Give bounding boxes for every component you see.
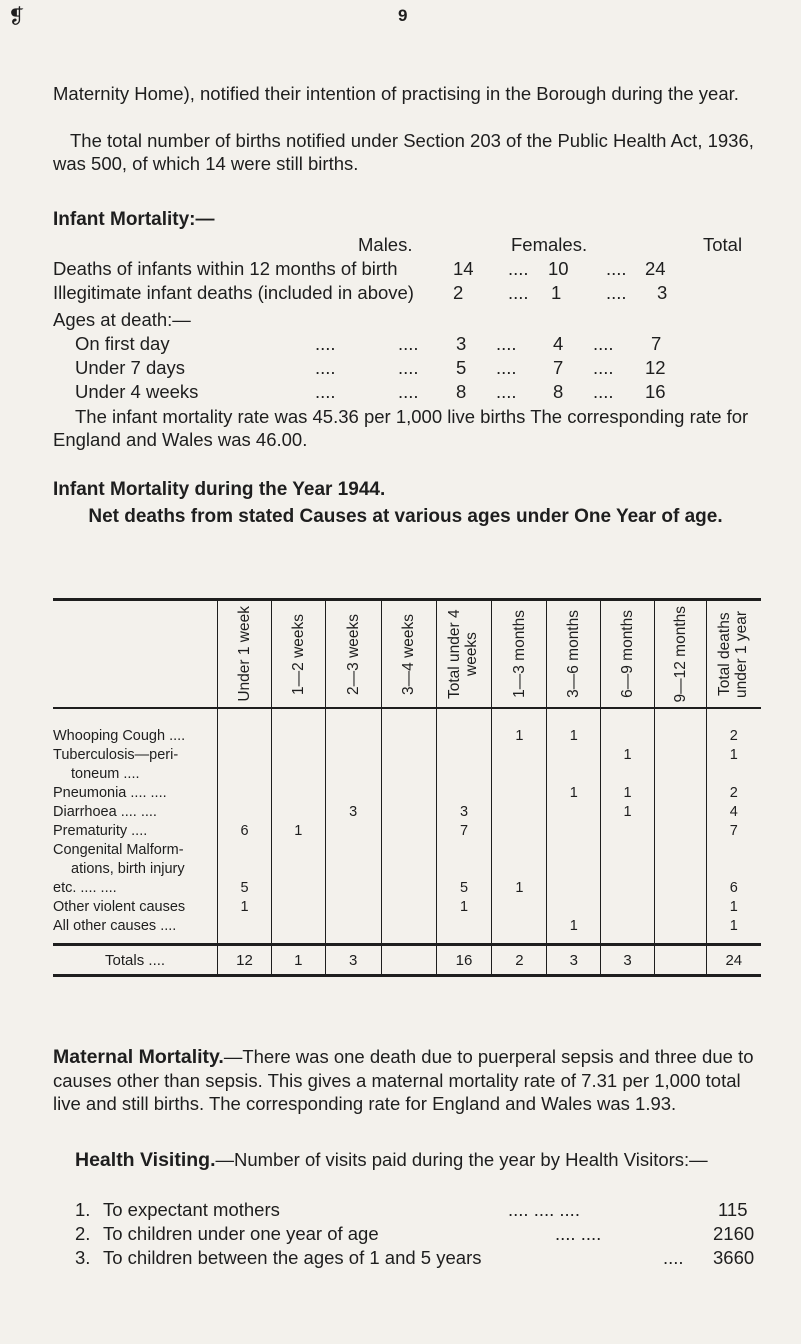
- row-label: On first day: [75, 333, 170, 354]
- table-cell: [218, 785, 272, 804]
- table-cell: [654, 804, 706, 823]
- table-row: [53, 899, 761, 918]
- table-cell: 1: [547, 728, 601, 747]
- table-cell: [654, 899, 706, 918]
- table-row: [53, 842, 761, 861]
- mortality-row-illegitimate: [53, 282, 761, 305]
- table-cell: 3: [547, 945, 601, 976]
- table-cell: 6: [706, 880, 761, 899]
- table-cell: 7: [706, 823, 761, 842]
- cause-label: Other violent causes: [53, 899, 186, 915]
- table-cell: [325, 861, 381, 880]
- table-cell: [436, 842, 492, 861]
- table-cell: [271, 880, 325, 899]
- row-males: 8: [456, 381, 467, 402]
- table-cell: [492, 708, 547, 728]
- table-cell: [325, 823, 381, 842]
- col-3-6-months: 3—6 months: [547, 600, 601, 709]
- row-label: Illegitimate infant deaths (included in above): [53, 282, 414, 303]
- table-row: [53, 880, 761, 899]
- table-cell: [436, 918, 492, 945]
- dots: ....: [606, 282, 627, 303]
- dots: ....: [606, 258, 627, 279]
- table-cell: 3: [325, 945, 381, 976]
- table-cell: 1: [706, 899, 761, 918]
- table-cell: 7: [436, 823, 492, 842]
- maternal-mortality-lead: Maternal Mortality.: [53, 1046, 224, 1068]
- table-cell: [654, 785, 706, 804]
- table-cell: [492, 747, 547, 766]
- table-cell: [547, 766, 601, 785]
- table-cell: [218, 747, 272, 766]
- table-cell: [381, 785, 436, 804]
- table-cell: 1: [601, 747, 655, 766]
- table-cell: 1: [547, 785, 601, 804]
- table-cell: [271, 747, 325, 766]
- table-cell: [706, 861, 761, 880]
- table-cell: [492, 918, 547, 945]
- table-cell: [436, 708, 492, 728]
- row-females: 10: [548, 258, 569, 279]
- visit-label: To children under one year of age: [103, 1223, 379, 1244]
- dots: ....: [663, 1247, 684, 1268]
- cause-label: All other causes ....: [53, 918, 177, 934]
- visit-number: 1.: [75, 1199, 91, 1220]
- table-cell: [601, 823, 655, 842]
- health-visiting-paragraph: [53, 1148, 758, 1172]
- intro-paragraph-2: The total number of births notified under Section 203 of the Public Health Act, 1936, was 500, of which 14 were still births.: [53, 130, 754, 174]
- visit-value: 3660: [713, 1247, 755, 1268]
- row-males: 14: [453, 258, 474, 279]
- table-cell: [436, 747, 492, 766]
- table-cell: [381, 880, 436, 899]
- dots: ....: [496, 333, 517, 354]
- cause-label: Diarrhoea .... ....: [53, 804, 157, 820]
- row-females: 7: [553, 357, 564, 378]
- row-total: 7: [651, 333, 662, 354]
- table-cell: [325, 918, 381, 945]
- maternal-mortality-paragraph: [53, 1045, 758, 1115]
- table-cell: [381, 804, 436, 823]
- row-females: 8: [553, 381, 564, 402]
- table-cell: 1: [492, 880, 547, 899]
- table-cell: [547, 823, 601, 842]
- table-cell: [547, 842, 601, 861]
- col-1-2-weeks: 1—2 weeks: [271, 600, 325, 709]
- visit-value: 2160: [713, 1223, 755, 1244]
- table-cell: [218, 842, 272, 861]
- cause-label: etc. .... ....: [53, 880, 117, 896]
- table-cell: [492, 823, 547, 842]
- table-cell: [325, 785, 381, 804]
- table-cell: [436, 766, 492, 785]
- table-cell: 24: [706, 945, 761, 976]
- col-6-9-months: 6—9 months: [601, 600, 655, 709]
- table-cell: [706, 708, 761, 728]
- table-cell: [492, 899, 547, 918]
- visit-number: 2.: [75, 1223, 91, 1244]
- visit-label: To children between the ages of 1 and 5 years: [103, 1247, 482, 1268]
- table-cell: [547, 804, 601, 823]
- table-cell: [325, 880, 381, 899]
- cause-label: toneum ....: [71, 766, 140, 782]
- row-total: 3: [657, 282, 668, 303]
- mortality-row-deaths: [53, 258, 761, 281]
- table-cell: 2: [492, 945, 547, 976]
- table-cell: [381, 823, 436, 842]
- table-cell: [218, 708, 272, 728]
- table-cell: [271, 766, 325, 785]
- col-3-4-weeks: 3—4 weeks: [381, 600, 436, 709]
- table-cell: [381, 728, 436, 747]
- cause-label: Congenital Malform-: [53, 842, 184, 858]
- row-label: Deaths of infants within 12 months of birth: [53, 258, 398, 279]
- table-cell: [706, 842, 761, 861]
- table-cell: [381, 861, 436, 880]
- ages-at-death-label: [53, 309, 761, 332]
- table-cell: 1: [706, 747, 761, 766]
- table-cell: [654, 766, 706, 785]
- cause-label: Prematurity ....: [53, 823, 148, 839]
- col-header-males: Males.: [358, 234, 413, 255]
- table-cell: [547, 880, 601, 899]
- table-cell: [381, 918, 436, 945]
- table-cell: 16: [436, 945, 492, 976]
- table-cell: 1: [218, 899, 272, 918]
- col-9-12-months: 9—12 months: [654, 600, 706, 709]
- row-total: 12: [645, 357, 666, 378]
- col-total-under-1-year: Total deaths under 1 year: [706, 600, 761, 709]
- table-cell: [601, 842, 655, 861]
- cause-label: Tuberculosis—peri-: [53, 747, 179, 763]
- dots: .... ....: [555, 1223, 602, 1244]
- dots: ....: [315, 381, 336, 402]
- table-cell: [436, 785, 492, 804]
- page-number: 9: [398, 6, 408, 25]
- table-cell: [218, 804, 272, 823]
- table-cell: [547, 747, 601, 766]
- row-label: Under 4 weeks: [75, 381, 199, 402]
- dots: ....: [593, 381, 614, 402]
- col-2-3-weeks: 2—3 weeks: [325, 600, 381, 709]
- mortality-column-headers: [53, 234, 761, 257]
- table-cell: 1: [492, 728, 547, 747]
- table-cell: [492, 804, 547, 823]
- table-cell: [492, 766, 547, 785]
- margin-mark: ❡: [8, 6, 25, 28]
- table-cell: [381, 766, 436, 785]
- table-cell: [325, 842, 381, 861]
- table-cell: 12: [218, 945, 272, 976]
- table-cell: [218, 766, 272, 785]
- table-cell: [654, 823, 706, 842]
- dots: ....: [508, 282, 529, 303]
- health-visiting-lead: Health Visiting.: [75, 1149, 216, 1171]
- cause-header: [53, 600, 218, 709]
- table-cell: [381, 899, 436, 918]
- table-cell: [325, 728, 381, 747]
- table-cell: [325, 708, 381, 728]
- table-row: [53, 861, 761, 880]
- col-header-total: Total: [703, 234, 743, 255]
- table-cell: [325, 766, 381, 785]
- table-cell: 5: [436, 880, 492, 899]
- table-cell: 1: [271, 945, 325, 976]
- dots: ....: [315, 357, 336, 378]
- list-item: [53, 1223, 761, 1247]
- table-cell: [271, 785, 325, 804]
- table-cell: [706, 766, 761, 785]
- table-row: [53, 785, 761, 804]
- row-females: 4: [553, 333, 564, 354]
- table-cell: [601, 899, 655, 918]
- dots: .... .... ....: [508, 1199, 580, 1220]
- health-visiting-text: —Number of visits paid during the year by Health Visitors:—: [215, 1149, 708, 1170]
- table-cell: [654, 880, 706, 899]
- table-cell: 4: [706, 804, 761, 823]
- age-row-under-4-weeks: [53, 381, 761, 404]
- table-cell: [381, 708, 436, 728]
- table-cell: [601, 728, 655, 747]
- dots: ....: [496, 357, 517, 378]
- table-cell: [271, 861, 325, 880]
- table-cell: [601, 708, 655, 728]
- table-cell: 6: [218, 823, 272, 842]
- table-cell: [381, 945, 436, 976]
- table-cell: 1: [547, 918, 601, 945]
- table-cell: [654, 918, 706, 945]
- dots: ....: [398, 357, 419, 378]
- ages-label: Ages at death:—: [53, 309, 191, 330]
- row-males: 2: [453, 282, 464, 303]
- intro-paragraph-1: Maternity Home), notified their intention of practising in the Borough during the year.: [53, 83, 739, 104]
- row-total: 24: [645, 258, 666, 279]
- table-cell: [547, 899, 601, 918]
- row-total: 16: [645, 381, 666, 402]
- table-row: [53, 918, 761, 945]
- row-females: 1: [551, 282, 562, 303]
- age-row-first-day: [53, 333, 761, 356]
- dots: ....: [398, 333, 419, 354]
- table-cell: [654, 708, 706, 728]
- table-cell: 1: [601, 785, 655, 804]
- row-males: 5: [456, 357, 467, 378]
- col-total-under-4-weeks: Total under 4 weeks: [436, 600, 492, 709]
- dots: ....: [496, 381, 517, 402]
- table-cell: 3: [325, 804, 381, 823]
- table-header-row: [53, 600, 761, 709]
- table-cell: [601, 918, 655, 945]
- table-subtitle: Net deaths from stated Causes at various ages under One Year of age.: [88, 506, 723, 527]
- table-cell: [654, 747, 706, 766]
- table-cell: 2: [706, 728, 761, 747]
- dots: ....: [593, 333, 614, 354]
- dots: ....: [315, 333, 336, 354]
- cause-label: Pneumonia .... ....: [53, 785, 167, 801]
- table-cell: [218, 861, 272, 880]
- table-cell: [53, 708, 218, 728]
- table-cell: [325, 899, 381, 918]
- maternal-mortality-text: —There was one death due to puerperal sepsis and three due to causes other than sepsis. This gives a maternal mortality rate of 7.31 per 1,000 total live and still births. The corresponding rate for England and Wales was 1.93.: [53, 1046, 754, 1114]
- list-item: [53, 1199, 761, 1223]
- table-cell: 5: [218, 880, 272, 899]
- table-cell: 1: [271, 823, 325, 842]
- table-cell: [271, 918, 325, 945]
- row-label: Under 7 days: [75, 357, 186, 378]
- table-row: [53, 728, 761, 747]
- table-cell: [218, 918, 272, 945]
- dots: ....: [593, 357, 614, 378]
- table-cell: [654, 945, 706, 976]
- table-row: [53, 766, 761, 785]
- table-cell: [547, 861, 601, 880]
- table-cell: [492, 785, 547, 804]
- table-cell: [218, 728, 272, 747]
- table-cell: [325, 747, 381, 766]
- table-cell: [271, 842, 325, 861]
- table-cell: 1: [436, 899, 492, 918]
- table-cell: [654, 861, 706, 880]
- table-cell: [492, 842, 547, 861]
- table-cell: [492, 861, 547, 880]
- causes-of-death-table: [53, 598, 761, 977]
- visit-value: 115: [718, 1199, 748, 1220]
- dots: ....: [398, 381, 419, 402]
- row-males: 3: [456, 333, 467, 354]
- list-item: [53, 1247, 761, 1271]
- table-cell: [271, 804, 325, 823]
- table-cell: [436, 861, 492, 880]
- dots: ....: [508, 258, 529, 279]
- table-row: [53, 747, 761, 766]
- table-cell: [601, 861, 655, 880]
- visit-number: 3.: [75, 1247, 91, 1268]
- col-1-3-months: 1—3 months: [492, 600, 547, 709]
- table-cell: [547, 708, 601, 728]
- col-header-females: Females.: [511, 234, 588, 255]
- table-cell: [271, 728, 325, 747]
- table-cell: 1: [601, 804, 655, 823]
- table-row: [53, 823, 761, 842]
- table-title: Infant Mortality during the Year 1944.: [53, 479, 386, 500]
- table-cell: [601, 766, 655, 785]
- table-cell: [654, 842, 706, 861]
- mortality-rate-text: The infant mortality rate was 45.36 per 1,000 live births The corresponding rate for England and Wales was 46.00.: [53, 406, 749, 450]
- table-cell: [271, 899, 325, 918]
- table-cell: [601, 880, 655, 899]
- totals-label: Totals ....: [53, 945, 218, 976]
- cause-label: Whooping Cough ....: [53, 728, 186, 744]
- table-totals-row: [53, 945, 761, 976]
- age-row-under-7-days: [53, 357, 761, 380]
- table-cell: [381, 747, 436, 766]
- table-cell: 2: [706, 785, 761, 804]
- table-cell: [654, 728, 706, 747]
- table-cell: [381, 842, 436, 861]
- cause-label: ations, birth injury: [71, 861, 185, 877]
- table-cell: 1: [706, 918, 761, 945]
- infant-mortality-heading: Infant Mortality:—: [53, 209, 215, 230]
- col-under-1-week: Under 1 week: [218, 600, 272, 709]
- table-cell: [436, 728, 492, 747]
- table-cell: 3: [601, 945, 655, 976]
- visit-label: To expectant mothers: [103, 1199, 280, 1220]
- table-cell: [271, 708, 325, 728]
- table-row: [53, 804, 761, 823]
- table-cell: 3: [436, 804, 492, 823]
